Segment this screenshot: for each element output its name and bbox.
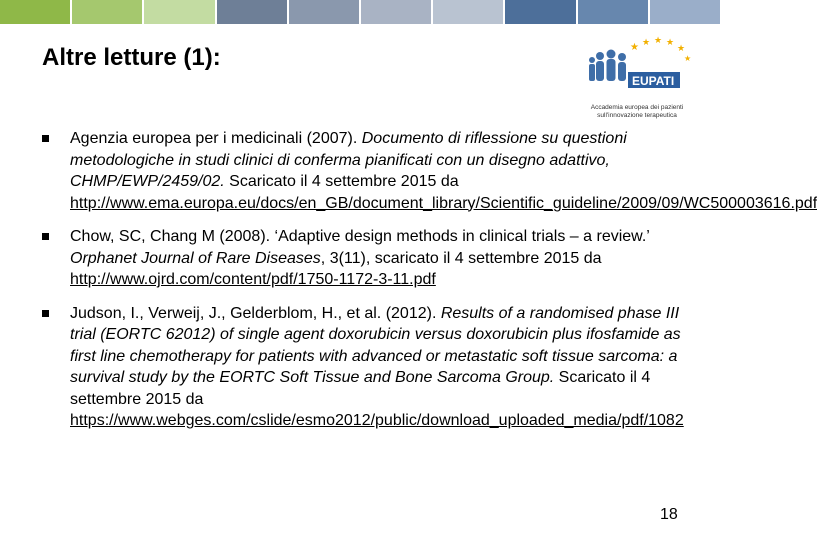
svg-text:★: ★: [642, 37, 651, 47]
reference-text: Judson, I., Verweij, J., Gelderblom, H., et al. (2012).: [70, 304, 441, 322]
reference-link[interactable]: https://www.webges.com/cslide/esmo2012/public/download_uploaded_media/pdf/1082: [70, 412, 684, 429]
top-color-bar: [0, 0, 720, 24]
bullet-square-icon: [42, 233, 49, 240]
reference-link[interactable]: http://www.ojrd.com/content/pdf/1750-1172-3-11.pdf: [70, 271, 436, 288]
logo-tagline: [572, 104, 702, 120]
reference-text: , 3(11), scaricato il 4 settembre 2015 da: [320, 249, 602, 267]
reference-text: Scaricato il 4 settembre 2015 da: [70, 369, 651, 408]
svg-text:★: ★: [684, 54, 692, 63]
logo-name: EUPATI: [632, 74, 675, 88]
svg-text:★: ★: [666, 37, 675, 47]
color-bar-segment: [578, 0, 648, 24]
color-bar-segment: [144, 0, 214, 24]
stars-icon: [630, 35, 691, 63]
reference-link[interactable]: http://www.ema.europa.eu/docs/en_GB/document_library/Scientific_guideline/2009/09/WC500003616.pdf: [70, 194, 817, 212]
eupati-logo: [572, 34, 702, 124]
bullet-square-icon: [42, 310, 49, 317]
color-bar-segment: [433, 0, 503, 24]
svg-text:★: ★: [654, 35, 663, 45]
color-bar-segment: [289, 0, 359, 24]
reference-text: Chow, SC, Chang M (2008). ‘Adaptive design methods in clinical trials – a review.’: [70, 228, 650, 245]
reference-title: Documento di riflessione su questioni metodologiche in studi clinici di conferma pianificati con un disegno adattivo, CHMP/EWP/2459/02.: [70, 130, 627, 190]
slide-title: Altre letture (1):: [42, 44, 221, 71]
page-number: 18: [660, 506, 678, 523]
logo-tagline-line: Accademia europea dei pazienti: [590, 104, 684, 111]
svg-text:★: ★: [677, 43, 686, 53]
reference-text: Scaricato il 4 settembre 2015 da: [224, 173, 459, 190]
logo-tagline-line: sull'innovazione terapeutica: [597, 112, 677, 119]
reference-title: Orphanet Journal of Rare Diseases: [70, 249, 321, 267]
color-bar-segment: [361, 0, 431, 24]
reference-list: [42, 128, 817, 432]
reference-item: [42, 226, 702, 291]
bullet-square-icon: [42, 135, 49, 142]
eupati-logo-icon: [580, 34, 694, 102]
color-bar-segment: [0, 0, 70, 24]
reference-item: [42, 303, 702, 432]
svg-text:★: ★: [630, 42, 639, 53]
color-bar-segment: [650, 0, 720, 24]
color-bar-segment: [505, 0, 575, 24]
people-icon: [589, 50, 626, 82]
reference-text: Agenzia europea per i medicinali (2007).: [70, 130, 362, 147]
reference-item: [42, 128, 817, 214]
color-bar-segment: [217, 0, 287, 24]
reference-title: Results of a randomised phase III trial (EORTC 62012) of single agent doxorubicin versus doxorubicin plus ifosfamide as first line chemotherapy for patients with advanced or metastatic soft tissue sarcoma: a survival study by the EORTC Soft Tissue and Bone Sarcoma Group.: [70, 304, 681, 386]
color-bar-segment: [72, 0, 142, 24]
